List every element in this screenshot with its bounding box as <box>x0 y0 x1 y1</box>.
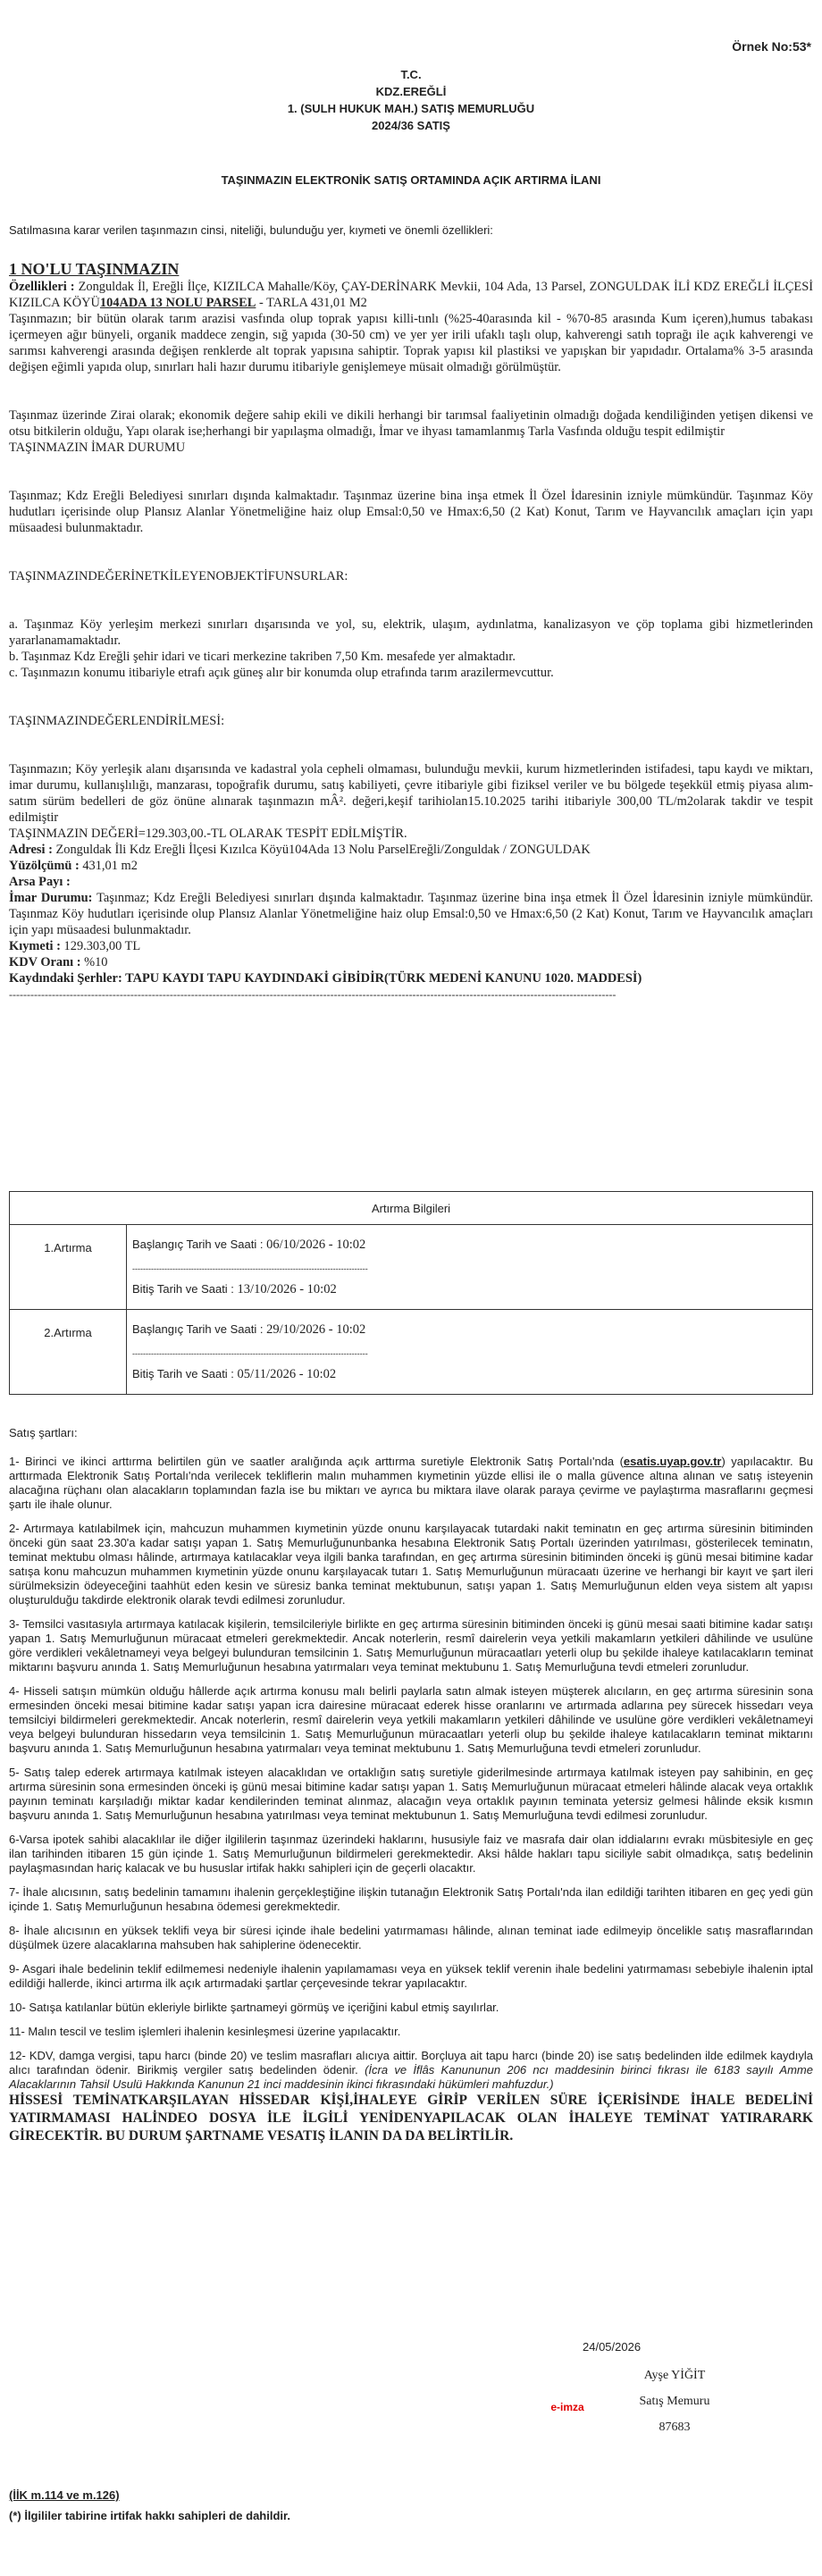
value-amount-line <box>9 938 813 954</box>
condition-3: 3- Temsilci vasıtasıyla artırmaya katılacak kişilerin, temsilcileriyle birlikte en geç artırma süresinin bitiminden önceki iş günü mesai saati bitimine kadar satışı yapan 1. Satış Memurluğunun müracaat etmeleri gerekmektedir. Ancak noterlerin, resmî dairelerin veya yetkili makamların yetkileri dâhilinde ve usulüne göre verdikleri vekâletnameyi veya belgeyi bulunduran temsilcinin 1. Satış Memurluğunun müracaatları yeterli olup bu şekilde ihaleye katılacakların teminat miktarını başvuru anında 1. Satış Memurluğunun hesabına yatırmaları veya teminat mektubunu 1. Satış Memurluğuna tevdi etmeleri zorunludur. <box>9 1617 813 1674</box>
zoning-status-value: Taşınmaz; Kdz Ereğli Belediyesi sınırları dışında kalmaktadır. Taşınmaz üzerine bina inşa etmek İl Özel İdaresinin izniyle mümkündür. Taşınmaz Köy hudutları içerisinde olup Plansız Alanlar Yönetmeliğine haiz olup Emsal:0,50 ve Hmax:6,50 (2 Kat) Konut, Tarım ve Hayvancılık amaçları için yapı müsaadesi bulunmaktadır. <box>9 891 813 937</box>
share-line <box>9 874 813 890</box>
auction-round-label: 2.Artırma <box>10 1310 127 1395</box>
condition-6: 6-Varsa ipotek sahibi alacaklılar ile diğer ilgililerin taşınmaz üzerindeki haklarını, hususiyle faiz ve masrafa dair olan iddialarını evrakı müsbitesiyle en geç ilan tarihinden itibaren 15 gün içinde 1. Satış Memurluğunun bildirmeleri gerekmektedir. Aksi hâlde hakları tapu siciliyle sabit olmadıkça, satış bedelinin paylaşmasından hariç kalacak ve bu hususlar irtifak hakkı sahipleri için de geçerli olacaktır. <box>9 1833 813 1875</box>
condition-10: 10- Satışa katılanlar bütün ekleriyle birlikte şartnameyi görmüş ve içeriğini kabul etmiş sayılırlar. <box>9 2001 499 2014</box>
esatis-link[interactable]: esatis.uyap.gov.tr <box>623 1455 722 1468</box>
signer-role: Satış Memuru <box>639 2395 710 2408</box>
condition-1: 1- Birinci ve ikinci arttırma belirtilen gün ve saatler aralığında açık arttırma suretiyle Elektronik Satış Portalı'nda (esatis.uyap.gov.tr) yapılacaktır. Bu arttırmada Elektronik Satış Portalı'nda verilecek tekliflerin malın muhammen kıymetinin yüzde ellisi ile o malla güvence altına alınan ve satış isteyenin alacağına rüçhanı olan alacakların toplamından fazla ise bu miktarı ve ayrıca bu miktara ilave olarak paraya çevirme ve paylaştırma masraflarını geçmesi şartı ile ihale olunur. <box>9 1455 813 1511</box>
vat-line <box>9 954 813 970</box>
signer-name: Ayşe YİĞİT <box>643 2369 706 2382</box>
sale-conditions <box>9 1426 813 2155</box>
address-value: Zonguldak İli Kdz Ereğli İlçesi Kızılca Köyü104Ada 13 Nolu ParselEreğli/Zonguldak / ZONGULDAK <box>52 843 591 857</box>
registry-line <box>9 970 813 986</box>
dashed-divider: -------------------------------------------------------------------------------------------------------------------------------------------------------------------------- <box>9 988 616 1001</box>
auction-start-date: 06/10/2026 - 10:02 <box>266 1238 366 1252</box>
auction-start-date: 29/10/2026 - 10:02 <box>266 1322 366 1337</box>
condition-11: 11- Malın tescil ve teslim işlemleri ihalenin kesinleşmesi üzerine yapılacaktır. <box>9 2025 401 2038</box>
document-header <box>0 66 822 134</box>
address-line <box>9 842 813 858</box>
vat-label: KDV Oranı : <box>9 955 81 969</box>
factor-c: c. Taşınmazın konumu itibariyle etrafı açık güneş alır bir konumda olup etrafında tarım arazilermevcuttur. <box>9 666 554 680</box>
registry-label: Kaydındaki Şerhler: <box>9 971 122 986</box>
auction-start: Başlangıç Tarih ve Saati : 06/10/2026 - 10:02 <box>132 1238 366 1252</box>
auction-end-date: 13/10/2026 - 10:02 <box>237 1282 337 1296</box>
property-details <box>9 259 813 1003</box>
value-line: TAŞINMAZIN DEĞERİ=129.303,00.-TL OLARAK TESPİT EDİLMİŞTİR. <box>9 827 407 841</box>
condition-5: 5- Satış talep ederek artırmaya katılmak isteyen alacaklıdan ve ortaklığın satış suretiyle giderilmesinde artırmaya katılmak isteyen pay sahibinin, en geç artırma süresinin sona ermesinden önceki iş günü mesai bitimine kadar satışı yapan 1. Satış Memurluğunun müracaat etmeleri hâlinde alacak veya ortaklık payının teminatı karşıladığı miktar kadar kendilerinden teminat alınmaz, alacağın veya ortaklık payının teminata yetersiz gelmesi hâlinde eksik kısmın başvuru anında 1. Satış Memurluğunun hesabına yatırılması veya teminat mektubunun 1. Satış Memurluğuna tevdi edilmesi zorunludur. <box>9 1766 813 1822</box>
auction-info-table <box>9 1191 813 1395</box>
condition-4: 4- Hisseli satışın mümkün olduğu hâllerde açık artırma konusu malı belirli paylarla satın almak isteyen müşterek alıcıların, en geç artırma süresinin sona ermesinden önceki mesai bitimine kadar satışı yapan icra dairesine müracaat ederek hisse oranlarını ve artırmada adlarına pey sürecek hissedarı veya temsilciyi bildirmeleri gerekmektedir. Ancak noterlerin, resmî dairelerin veya yetkili makamların yetkileri dâhilinde ve usulüne göre verdikleri vekâletnameyi veya belgeyi bulunduran hissedarın veya temsilcinin 1. Satış Memurluğunun müracaatları yeterli olup bu şekilde ihaleye katılacakların teminat miktarını başvuru anında 1. Satış Memurluğunun hesabına yatırmaları veya teminat mektubunu 1. Satış Memurluğuna tevdi etmeleri zorunludur. <box>9 1684 813 1755</box>
auction-end-date: 05/11/2026 - 10:02 <box>237 1367 337 1381</box>
auction-info-heading: Artırma Bilgileri <box>10 1192 813 1225</box>
address-label: Adresi : <box>9 843 53 857</box>
footnote: (*) İlgililer tabirine irtifak hakkı sahipleri de dahildir. <box>9 2509 290 2522</box>
conditions-heading: Satış şartları: <box>9 1426 78 1439</box>
header-line-office: 1. (SULH HUKUK MAH.) SATIŞ MEMURLUĞU <box>287 102 535 115</box>
condition-8: 8- İhale alıcısının en yüksek teklifi veya bir süresi içinde ihale bedelini yatırmaması hâlinde, alınan teminat iade edilmeyip öncelikle satış masraflarından düşülmek üzere alacaklarına mahsuben hak sahiplerine ödenecektir. <box>9 1924 813 1951</box>
area-value: 431,01 m2 <box>79 859 138 873</box>
auction-end: Bitiş Tarih ve Saati : 13/10/2026 - 10:02 <box>132 1282 337 1296</box>
zoning-text: Taşınmaz; Kdz Ereğli Belediyesi sınırları dışında kalmaktadır. Taşınmaz üzerine bina inşa etmek İl Özel İdaresinin izniyle mümkündür. Taşınmaz Köy hudutları içerisinde olup Plansız Alanlar Yönetmeliğine haiz olup Emsal:0,50 ve Hmax:6,50 (2 Kat) Konut, Tarım ve Hayvancılık amaçları için yapı müsaadesi bulunmaktadır. <box>9 489 813 535</box>
description-soil: Taşınmazın; bir bütün olarak tarım arazisi vasfında olup toprak yapısı killi-tınlı (%25-40arasında kil - %70-85 arasında Kum içeren),humus tabakası içermeyen ağır bünyeli, organik maddece zengin, sığ yapıda (30-50 cm) ve yer yer irili ufaklı taşlı olup, kahverengi satıh toprağı ile açık kahverengi ve sarımsı kahverengi arasında değişen renklerde alt toprak yapısına sahiptir. Toprak yapısı kil plastiksi ve yapışkan bir yapıdadır. Ortalama% 3-5 arasında değişen eğimli yapıda olup, sınırları hali hazır durumu itibariyle genişlemeye müsait olmadığı görülmüştür. <box>9 312 813 374</box>
table-row <box>10 1225 813 1310</box>
signer-number: 87683 <box>658 2421 691 2434</box>
share-label: Arsa Payı : <box>9 875 71 889</box>
lot-heading: 1 NO'LU TAŞINMAZIN <box>9 260 180 278</box>
header-line-tc: T.C. <box>400 68 422 81</box>
area-label: Yüzölçümü : <box>9 859 80 873</box>
intro-text: Satılmasına karar verilen taşınmazın cinsi, niteliği, bulunduğu yer, kıymeti ve önemli özellikleri: <box>9 223 493 237</box>
header-line-city: KDZ.EREĞLİ <box>375 85 447 98</box>
factors-heading: TAŞINMAZINDEĞERİNETKİLEYENOBJEKTİFUNSURLAR: <box>9 569 348 583</box>
auction-separator: ---------------------------------------------------------------------------------------- <box>132 1349 368 1358</box>
condition-9: 9- Asgari ihale bedelinin teklif edilmemesi nedeniyle ihalenin yapılamaması veya en yüksek teklif verenin ihale bedelini yatırmaması sebebiyle ihalenin iptal edildiği hallerde, ikinci artırma ilk açık artırmadaki şartlar çerçevesinde tekrar yapılacaktır. <box>9 1962 813 1990</box>
auction-separator: ---------------------------------------------------------------------------------------- <box>132 1264 368 1273</box>
registry-value: TAPU KAYDI TAPU KAYDINDAKİ GİBİDİR(TÜRK MEDENİ KANUNU 1020. MADDESİ) <box>122 971 642 986</box>
evaluation-heading: TAŞINMAZINDEĞERLENDİRİLMESİ: <box>9 714 225 728</box>
shareholder-warning: HİSSESİ TEMİNATKARŞILAYAN HİSSEDAR KİŞİ,İHALEYE GİRİP VERİLEN SÜRE İÇERİSİNDE İHALE BEDELİNİ YATIRMAMASI HALİNDEO DOSYA İLE İLGİLİ YENİDENYAPILACAK OLAN İHALEYE TEMİNAT YATIRARARK GİRECEKTİR. BU DURUM ŞARTNAME VESATIŞ İLANIN DA DA BELİRTİLİR. <box>9 2093 813 2144</box>
table-row <box>10 1310 813 1395</box>
value-label: Kıymeti : <box>9 939 61 953</box>
features-paragraph <box>9 279 813 311</box>
factor-a: a. Taşınmaz Köy yerleşim merkezi sınırları dışarısında ve yol, su, elektrik, ulaşım, aydınlatma, kanalizasyon ve çöp toplama gibi hizmetlerinden yararlanamamaktadır. <box>9 617 813 648</box>
auction-start: Başlangıç Tarih ve Saati : 29/10/2026 - 10:02 <box>132 1322 366 1337</box>
vat-value: %10 <box>80 955 108 969</box>
law-reference: (İİK m.114 ve m.126) <box>9 2488 120 2502</box>
auction-round-label: 1.Artırma <box>10 1225 127 1310</box>
features-parcel: 104ADA 13 NOLU PARSEL <box>99 296 256 310</box>
page-title: TAŞINMAZIN ELEKTRONİK SATIŞ ORTAMINDA AÇIK ARTIRMA İLANI <box>221 173 601 187</box>
auction-end: Bitiş Tarih ve Saati : 05/11/2026 - 10:02 <box>132 1367 337 1381</box>
description-agriculture: Taşınmaz üzerinde Zirai olarak; ekonomik değere sahip ekili ve dikili herhangi bir tarımsal faaliyetinin olmadığı doğada kendiliğinden yetişen dikensi ve otsu bitkilerin olduğu, Yapı olarak ise;herhangi bir yapılaşma olmadığı, İmar ve ihyası tamamlanmış Tarla Vasfında olduğu tespit edilmiştir <box>9 408 813 439</box>
area-line <box>9 858 813 874</box>
value-amount: 129.303,00 TL <box>60 939 141 953</box>
e-signature-badge: e-imza <box>550 2401 584 2413</box>
factor-b: b. Taşınmaz Kdz Ereğli şehir idari ve ticari merkezine takriben 7,50 Km. mesafede yer almaktadır. <box>9 650 516 664</box>
header-line-file: 2024/36 SATIŞ <box>372 119 450 132</box>
condition-2: 2- Artırmaya katılabilmek için, mahcuzun muhammen kıymetinin yüzde onunu karşılayacak tutardaki nakit teminatın en geç artırma süresinin bitiminden önceki gün saat 23.30'a kadar satışı yapan 1. Satış Memurluğununbanka hesabına Elektronik Satış Portalı üzerinden yatırılması, gösterilecek teminatın, teminat mektubu olması hâlinde, artırmaya katılacaklar veya ilgili banka tarafından, en geç artırma süresinin bitiminden önceki iş günü mesai bitimine kadar satışa konu mahcuzun muhammen kıymetinin yüzde onunu karşılayacak tutarı 1. Satış Memurluğunun müracaatı üzerine ve herhangi bir kayıt ve şart ileri sürülmeksizin ödeyeceğini taahhüt eden kesin ve süresiz banka teminat mektubunun, satışı yapan 1. Satış Memurluğunun elden veya sistem alt yapısı oluşturulduğu takdirde elektronik olarak tevdi edilmesi zorunludur. <box>9 1522 813 1607</box>
signature-date: 24/05/2026 <box>583 2340 642 2354</box>
condition-7: 7- İhale alıcısının, satış bedelinin tamamını ihalenin gerçekleştiğine ilişkin tutanağın Elektronik Satış Portalı'nda ilan edildiği tarihten itibaren en geç yedi gün içinde 1. Satış Memurluğunun hesabına ödemesi gerekmektedir. <box>9 1885 813 1913</box>
zoning-status-label: İmar Durumu: <box>9 891 93 905</box>
features-text: Zonguldak İl, Ereğli İlçe, KIZILCA Mahalle/Köy, ÇAY-DERİNARK Mevkii, 104 Ada, 13 Parsel, ZONGULDAK İLİ KDZ EREĞLİ İLÇESİ KIZILCA KÖYÜ <box>9 280 813 310</box>
zoning-status-line <box>9 890 813 938</box>
zoning-heading: TAŞINMAZIN İMAR DURUMU <box>9 441 186 455</box>
evaluation-text: Taşınmazın; Köy yerleşik alanı dışarısında ve kadastral yola cepheli olmaması, bulunduğu mevkii, kurum hizmetlerinden istifadesi, tapu kaydı ve miktarı, imar durumu, kullanışlılığı, manzarası, topoğrafik durumu, satış kabiliyeti, çevre itibariyle gibi fiziksel veriler ve bu bölgede teşekkül etmiş piyasa alım-satım sürüm bedelleri de göz önüne alınarak taşınmazın mÂ². değeri,keşif tarihiolan15.10.2025 tarihi itibariyle 300,00 TL/m2olarak takdir ve tespit edilmiştir <box>9 762 813 825</box>
features-label: Özellikleri : <box>9 280 75 294</box>
sample-number: Örnek No:53* <box>732 39 811 54</box>
features-tail: - TARLA 431,01 M2 <box>256 296 367 310</box>
condition-12: 12- KDV, damga vergisi, tapu harcı (binde 20) ve teslim masrafları alıcıya aittir. Borçluya ait tapu harcı (binde 20) ise satış bedelinden ilde edilmek kaydıyla alıcı tarafından ödenir. Birikmiş vergiler satış bedelinden ödenir. (İcra ve İflâs Kanununun 206 ncı maddesinin birinci fıkrası ile 6183 sayılı Amme Alacaklarının Tahsil Usulü Hakkında Kanunun 21 inci maddesinin ikinci fıkrasındaki hükümleri mahfuzdur.) <box>9 2049 813 2091</box>
